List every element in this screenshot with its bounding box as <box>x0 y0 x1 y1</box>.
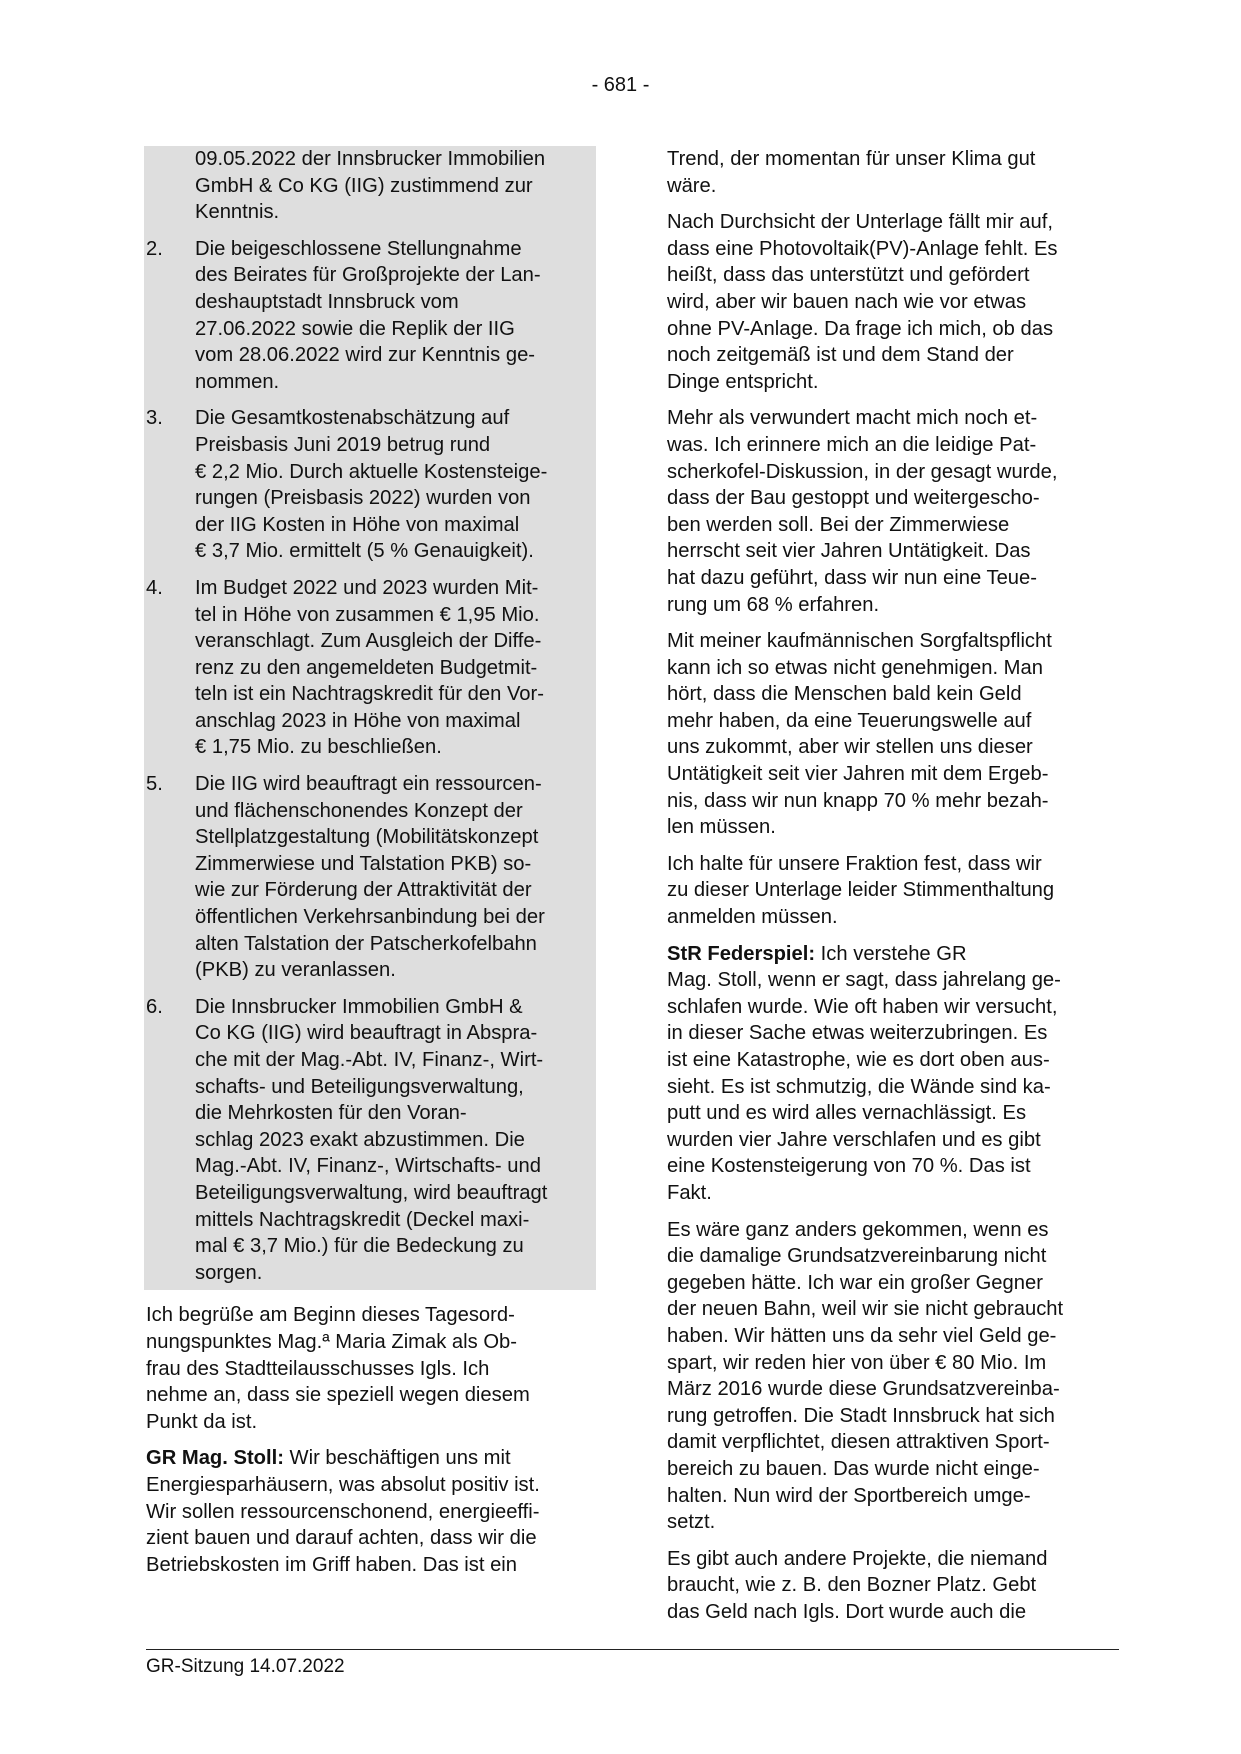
text-line: Dinge entspricht. <box>667 370 819 393</box>
item-number: 4. <box>146 576 163 599</box>
text-line: das Geld nach Igls. Dort wurde auch die <box>667 1600 1027 1623</box>
text-line: € 3,7 Mio. ermittelt (5 % Genauigkeit). <box>195 540 534 563</box>
text-line: die Mehrkosten für den Voran- <box>195 1102 467 1125</box>
text-line: frau des Stadtteilausschusses Igls. Ich <box>146 1357 490 1380</box>
text-line: Wir sollen ressourcenschonend, energieeffi- <box>146 1500 540 1523</box>
text-line: Ich begrüße am Beginn dieses Tagesord- <box>146 1304 515 1327</box>
text-line: in dieser Sache etwas weiterzubringen. Es <box>667 1022 1048 1045</box>
text-line: wäre. <box>667 174 717 197</box>
text-line: Im Budget 2022 und 2023 wurden Mit- <box>195 576 539 599</box>
text-line: scherkofel-Diskussion, in der gesagt wurde, <box>667 460 1058 483</box>
resolution-continuation <box>146 146 596 226</box>
text-line: braucht, wie z. B. den Bozner Platz. Gebt <box>667 1574 1037 1597</box>
text-line: schafts- und Beteiligungsverwaltung, <box>195 1075 524 1098</box>
paragraph <box>146 1302 596 1435</box>
text-line: putt und es wird alles vernachlässigt. Es <box>667 1102 1027 1125</box>
text-line: 27.06.2022 sowie die Replik der IIG <box>195 317 515 340</box>
text-line: Stellplatzgestaltung (Mobilitätskonzept <box>195 826 539 849</box>
speaker-name: GR Mag. Stoll: <box>146 1447 284 1470</box>
paragraph <box>667 1546 1117 1626</box>
text-line: hört, dass die Menschen bald kein Geld <box>667 683 1022 706</box>
text-line: Co KG (IIG) wird beauftragt in Abspra- <box>195 1022 538 1045</box>
item-number: 6. <box>146 995 163 1018</box>
left-column <box>146 146 596 1588</box>
text-line: Mag.-Abt. IV, Finanz-, Wirtschafts- und <box>195 1155 541 1178</box>
text-line: der neuen Bahn, weil wir sie nicht gebraucht <box>667 1298 1064 1321</box>
item-text <box>195 236 596 396</box>
text-line: (PKB) zu veranlassen. <box>195 959 396 982</box>
text-line: nommen. <box>195 370 280 393</box>
text-line: nungspunktes Mag.ª Maria Zimak als Ob- <box>146 1330 517 1353</box>
text-line: vom 28.06.2022 wird zur Kenntnis ge- <box>195 344 536 367</box>
text-line: mehr haben, da eine Teuerungswelle auf <box>667 709 1032 732</box>
resolution-block <box>144 146 596 1290</box>
text-line: eine Kostensteigerung von 70 %. Das ist <box>667 1155 1031 1178</box>
right-paragraphs <box>667 146 1117 1625</box>
text-line: haben. Wir hätten uns da sehr viel Geld ge- <box>667 1324 1057 1347</box>
text-line: Es wäre ganz anders gekommen, wenn es <box>667 1218 1049 1241</box>
text-line: kann ich so etwas nicht genehmigen. Man <box>667 656 1043 679</box>
text-line: ben werden soll. Bei der Zimmerwiese <box>667 513 1010 536</box>
text-line: schlag 2023 exakt abzustimmen. Die <box>195 1128 525 1151</box>
text-line: ohne PV-Anlage. Da frage ich mich, ob das <box>667 317 1054 340</box>
text-line: Kenntnis. <box>195 201 280 224</box>
resolution-item <box>146 236 596 396</box>
text-line: des Beirates für Großprojekte der Lan- <box>195 264 541 287</box>
item-text <box>195 771 596 984</box>
text-line: setzt. <box>667 1511 716 1534</box>
paragraph <box>667 851 1117 931</box>
text-line: Mit meiner kaufmännischen Sorgfaltspflicht <box>667 630 1052 653</box>
footer-text: GR-Sitzung 14.07.2022 <box>146 1656 345 1677</box>
text-line: Mag. Stoll, wenn er sagt, dass jahrelang ge- <box>667 969 1061 992</box>
text-line: rung um 68 % erfahren. <box>667 593 880 616</box>
text-line: noch zeitgemäß ist und dem Stand der <box>667 344 1014 367</box>
paragraph <box>667 146 1117 199</box>
text-line: Ich halte für unsere Fraktion fest, dass wir <box>667 852 1042 875</box>
text-line: anmelden müssen. <box>667 906 838 929</box>
text-line: Fakt. <box>667 1181 712 1204</box>
text-line: gegeben hätte. Ich war ein großer Gegner <box>667 1271 1043 1294</box>
text-line: Trend, der momentan für unser Klima gut <box>667 148 1036 170</box>
item-number: 3. <box>146 407 163 430</box>
text-line: Es gibt auch andere Projekte, die niemand <box>667 1547 1048 1570</box>
item-text <box>195 575 596 761</box>
text-line: herrscht seit vier Jahren Untätigkeit. Das <box>667 540 1031 563</box>
text-line: damit verpflichtet, diesen attraktiven Sport- <box>667 1431 1050 1454</box>
text-line: len müssen. <box>667 816 776 839</box>
text-line: Nach Durchsicht der Unterlage fällt mir auf, <box>667 211 1053 234</box>
text-line: tel in Höhe von zusammen € 1,95 Mio. <box>195 603 540 626</box>
text-line: mal € 3,7 Mio.) für die Bedeckung zu <box>195 1235 524 1258</box>
text-line: rungen (Preisbasis 2022) wurden von <box>195 487 531 510</box>
text-line: uns zukommt, aber wir stellen uns dieser <box>667 736 1033 759</box>
resolution-items <box>146 236 596 1287</box>
item-number: 5. <box>146 773 163 796</box>
text-line: Betriebskosten im Griff haben. Das ist ein <box>146 1553 518 1576</box>
text-line: Die IIG wird beauftragt ein ressourcen- <box>195 773 542 796</box>
resolution-item <box>146 405 596 565</box>
text-line: was. Ich erinnere mich an die leidige Pat- <box>667 433 1037 456</box>
text-line: anschlag 2023 in Höhe von maximal <box>195 709 521 732</box>
text-line: Wir beschäftigen uns mit <box>283 1447 511 1470</box>
speaker-paragraph <box>146 1445 596 1578</box>
text-line: dass eine Photovoltaik(PV)-Anlage fehlt. Es <box>667 237 1058 260</box>
text-line: nehme an, dass sie speziell wegen diesem <box>146 1384 530 1407</box>
paragraph <box>667 209 1117 395</box>
text-line: Untätigkeit seit vier Jahren mit dem Ergeb- <box>667 763 1049 786</box>
footer-divider <box>146 1649 1119 1650</box>
text-line: che mit der Mag.-Abt. IV, Finanz-, Wirt- <box>195 1049 544 1071</box>
text-line: nis, dass wir nun knapp 70 % mehr bezah- <box>667 789 1049 812</box>
text-line: halten. Nun wird der Sportbereich umge- <box>667 1484 1031 1507</box>
text-line: die damalige Grundsatzvereinbarung nicht <box>667 1245 1047 1268</box>
text-line: Die Gesamtkostenabschätzung auf <box>195 407 510 430</box>
text-line: hat dazu geführt, dass wir nun eine Teue- <box>667 566 1037 589</box>
text-line: Ich verstehe GR <box>815 942 967 965</box>
text-line: deshauptstadt Innsbruck vom <box>195 290 459 313</box>
text-line: der IIG Kosten in Höhe von maximal <box>195 513 520 536</box>
text-line: rung getroffen. Die Stadt Innsbruck hat sich <box>667 1404 1055 1427</box>
item-number: 2. <box>146 237 163 260</box>
text-line: Zimmerwiese und Talstation PKB) so- <box>195 852 532 875</box>
text-line: ist eine Katastrophe, wie es dort oben aus- <box>667 1049 1050 1071</box>
text-line: € 1,75 Mio. zu beschließen. <box>195 736 442 759</box>
speaker-name: StR Federspiel: <box>667 942 816 965</box>
text-line: zient bauen und darauf achten, dass wir die <box>146 1527 537 1550</box>
text-line: Preisbasis Juni 2019 betrug rund <box>195 433 491 456</box>
text-line: € 2,2 Mio. Durch aktuelle Kostensteige- <box>195 460 548 483</box>
text-line: GmbH & Co KG (IIG) zustimmend zur <box>195 174 533 197</box>
text-line: März 2016 wurde diese Grundsatzvereinba- <box>667 1378 1060 1401</box>
text-line: 09.05.2022 der Innsbrucker Immobilien <box>195 148 546 170</box>
text-line: öffentlichen Verkehrsanbindung bei der <box>195 906 545 929</box>
text-line: Die beigeschlossene Stellungnahme <box>195 237 522 260</box>
text-line: teln ist ein Nachtragskredit für den Vor- <box>195 683 544 706</box>
text-line: Punkt da ist. <box>146 1410 258 1433</box>
resolution-item <box>146 994 596 1287</box>
text-line: veranschlagt. Zum Ausgleich der Diffe- <box>195 630 542 653</box>
text-line: alten Talstation der Patscherkofelbahn <box>195 932 537 955</box>
item-text <box>195 994 596 1287</box>
text-line: wie zur Förderung der Attraktivität der <box>195 879 532 902</box>
paragraph <box>667 405 1117 618</box>
left-paragraphs <box>146 1302 596 1578</box>
text-line: heißt, dass das unterstützt und gefördert <box>667 264 1030 287</box>
text-line: sieht. Es ist schmutzig, die Wände sind ka- <box>667 1075 1051 1098</box>
text-line: renz zu den angemeldeten Budgetmit- <box>195 656 538 679</box>
text-line: sorgen. <box>195 1261 263 1284</box>
text-line: und flächenschonendes Konzept der <box>195 799 523 822</box>
paragraph <box>667 628 1117 841</box>
resolution-item <box>146 771 596 984</box>
text-line: Die Innsbrucker Immobilien GmbH & <box>195 995 523 1018</box>
text-line: wird, aber wir bauen nach wie vor etwas <box>667 290 1027 313</box>
paragraph <box>667 1217 1117 1536</box>
text-line: schlafen wurde. Wie oft haben wir versucht, <box>667 995 1058 1018</box>
text-line: Beteiligungsverwaltung, wird beauftragt <box>195 1181 548 1204</box>
resolution-item <box>146 575 596 761</box>
text-line: mittels Nachtragskredit (Deckel maxi- <box>195 1208 530 1231</box>
right-column <box>667 146 1117 1635</box>
text-line: bereich zu bauen. Das wurde nicht einge- <box>667 1457 1040 1480</box>
item-text <box>195 405 596 565</box>
page-number: - 681 - <box>591 74 650 96</box>
speaker-paragraph <box>667 941 1117 1207</box>
text-line: Mehr als verwundert macht mich noch et- <box>667 407 1038 430</box>
text-line: wurden vier Jahre verschlafen und es gibt <box>667 1128 1041 1151</box>
text-line: dass der Bau gestoppt und weitergescho- <box>667 487 1040 510</box>
text-line: zu dieser Unterlage leider Stimmenthaltung <box>667 879 1055 902</box>
text-line: spart, wir reden hier von über € 80 Mio. Im <box>667 1351 1047 1374</box>
text-line: Energiesparhäusern, was absolut positiv ist. <box>146 1473 540 1496</box>
